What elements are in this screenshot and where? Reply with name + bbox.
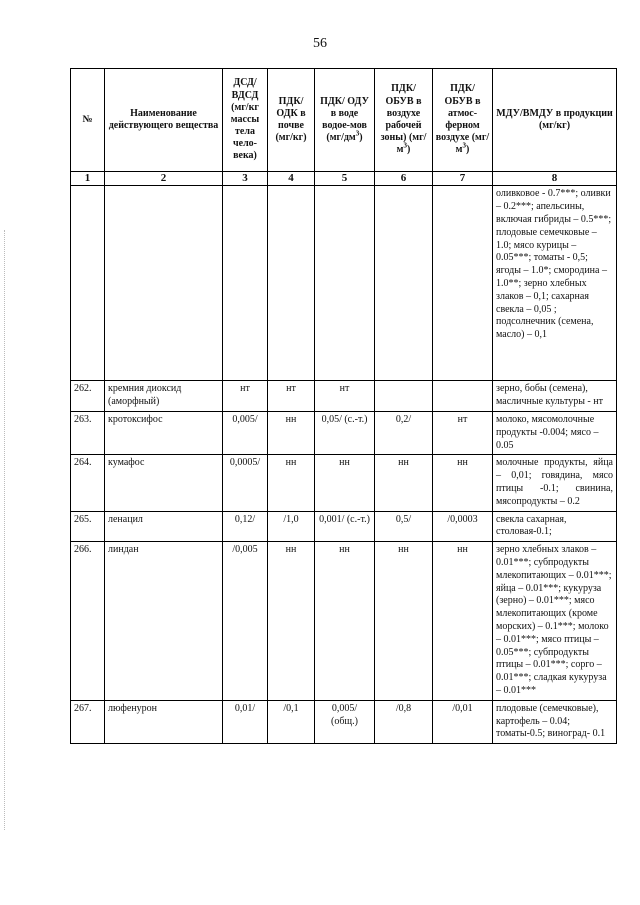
row-name	[105, 186, 223, 381]
row-mdu: зерно хлебных злаков – 0.01***; субпродукты млекопитающих – 0.01***; яйца – 0.01***; кукуруза (зерно) – 0.01***; мясо млекопитающих (кроме морских) – 0.1***; молоко – 0.01***; мясо птицы – 0.05***; субпродукты птицы – 0.01***; сорго – 0.01***; сладкая кукуруза – 0.01***	[493, 542, 617, 701]
row-name: ленацил	[105, 511, 223, 542]
table-row	[71, 542, 617, 701]
row-atm: нн	[433, 542, 493, 701]
row-num: 263.	[71, 412, 105, 455]
table-row	[71, 412, 617, 455]
row-soil: нн	[268, 455, 315, 511]
row-num: 266.	[71, 542, 105, 701]
margin-line	[4, 230, 6, 830]
row-dsd: 0,005/	[223, 412, 268, 455]
row-work	[375, 381, 433, 412]
row-work: нн	[375, 455, 433, 511]
column-number: 3	[223, 172, 268, 186]
row-work: 0,2/	[375, 412, 433, 455]
row-water: 0,005/ (общ.)	[315, 700, 375, 743]
header-pdk-work-sup: 3	[403, 142, 407, 151]
row-atm: нн	[433, 455, 493, 511]
row-water	[315, 186, 375, 381]
row-work: нн	[375, 542, 433, 701]
row-num: 265.	[71, 511, 105, 542]
row-water: нн	[315, 455, 375, 511]
header-pdk-work	[375, 69, 433, 172]
row-atm	[433, 381, 493, 412]
row-dsd: 0,12/	[223, 511, 268, 542]
header-pdk-water-text: ПДК/ ОДУ в воде водое-мов (мг/дм	[320, 95, 369, 144]
row-atm: нт	[433, 412, 493, 455]
row-atm: /0,0003	[433, 511, 493, 542]
row-soil: нн	[268, 542, 315, 701]
row-water: 0,001/ (с.-т.)	[315, 511, 375, 542]
row-soil: /1,0	[268, 511, 315, 542]
table-row	[71, 700, 617, 743]
row-mdu: молочные продукты, яйца – 0,01; говядина, мясо птицы -0.1; свинина, мясопродукты – 0.2	[493, 455, 617, 511]
substance-table	[70, 68, 617, 744]
table-row	[71, 511, 617, 542]
row-water: 0,05/ (с.-т.)	[315, 412, 375, 455]
column-number: 4	[268, 172, 315, 186]
row-name: люфенурон	[105, 700, 223, 743]
table-row	[71, 381, 617, 412]
row-mdu: зерно, бобы (семена), масличные культуры - нт	[493, 381, 617, 412]
table-row	[71, 455, 617, 511]
header-pdk-atm-end: )	[465, 144, 470, 156]
header-pdk-water-end: )	[359, 132, 363, 144]
row-water: нт	[315, 381, 375, 412]
row-mdu: молоко, мясомолочные продукты -0.004; мясо – 0.05	[493, 412, 617, 455]
row-name: кремния диоксид (аморфный)	[105, 381, 223, 412]
header-pdk-water-sup: 3	[355, 129, 360, 138]
row-atm	[433, 186, 493, 381]
header-pdk-work-text: ПДК/ ОБУВ в воздухе рабочей зоны) (мг/м	[380, 83, 427, 156]
row-work: /0,8	[375, 700, 433, 743]
table-row	[71, 186, 617, 381]
row-mdu: свекла сахарная, столовая-0.1;	[493, 511, 617, 542]
column-number: 7	[433, 172, 493, 186]
row-num: 267.	[71, 700, 105, 743]
row-dsd: нт	[223, 381, 268, 412]
row-num: 264.	[71, 455, 105, 511]
row-num	[71, 186, 105, 381]
header-pdk-soil: ПДК/ ОДК в почве (мг/кг)	[268, 69, 315, 172]
column-number: 2	[105, 172, 223, 186]
row-dsd: /0,005	[223, 542, 268, 701]
header-pdk-atm	[433, 69, 493, 172]
row-water: нн	[315, 542, 375, 701]
column-number: 5	[315, 172, 375, 186]
header-mdu: МДУ/ВМДУ в продукции (мг/кг)	[493, 69, 617, 172]
page-number: 56	[313, 36, 327, 51]
row-dsd: 0,0005/	[223, 455, 268, 511]
row-mdu: плодовые (семечковые), картофель – 0.04; томаты-0.5; виноград- 0.1	[493, 700, 617, 743]
row-num: 262.	[71, 381, 105, 412]
header-num: №	[71, 69, 105, 172]
header-name: Наименование действующего вещества	[105, 69, 223, 172]
row-work	[375, 186, 433, 381]
row-atm: /0,01	[433, 700, 493, 743]
header-dsd: ДСД/ ВДСД (мг/кг массы тела чело-века)	[223, 69, 268, 172]
row-name: кумафос	[105, 455, 223, 511]
column-number: 8	[493, 172, 617, 186]
row-name: кротоксифос	[105, 412, 223, 455]
header-pdk-work-end: )	[406, 144, 411, 156]
row-soil	[268, 186, 315, 381]
row-dsd: 0,01/	[223, 700, 268, 743]
column-number: 6	[375, 172, 433, 186]
header-pdk-water	[315, 69, 375, 172]
column-number-row	[71, 172, 617, 186]
header-row	[71, 69, 617, 172]
row-name: линдан	[105, 542, 223, 701]
header-pdk-atm-text: ПДК/ ОБУВ в атмос-ферном воздухе (мг/м	[435, 83, 490, 156]
row-mdu: оливковое - 0.7***; оливки – 0.2***; апельсины, включая гибриды – 0.5***; плодовые семечковые – 1.0; мясо курицы – 0.05***; томаты - 0,5; ягоды – 1.0*; смородина – 1.0**; зерно хлебных злаков – 0,1; сахарная свекла – 0,05 ; подсолнечник (семена, масло) – 0,1	[493, 186, 617, 381]
row-soil: /0,1	[268, 700, 315, 743]
column-number: 1	[71, 172, 105, 186]
header-pdk-atm-sup: 3	[462, 142, 466, 151]
row-dsd	[223, 186, 268, 381]
row-work: 0,5/	[375, 511, 433, 542]
row-soil: нт	[268, 381, 315, 412]
row-soil: нн	[268, 412, 315, 455]
